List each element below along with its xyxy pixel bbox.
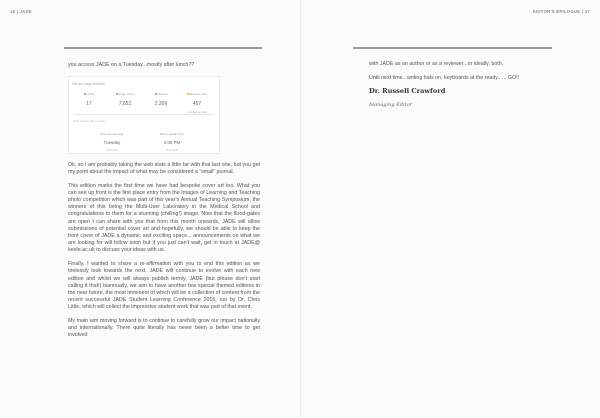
- intro-paragraph: you access JADE on a Tuesday...mostly after lunch??: [68, 62, 195, 68]
- running-header-right: EDITOR'S EPILOGUE | 17: [532, 9, 590, 14]
- running-header-left: 16 | JADE: [10, 9, 33, 14]
- body-paragraph: Finally, I wanted to share a re-affirmation with you to end this edition as we tirelessly look towards the next. JADE will continue to evolve with each new edition and whilst we will always publish termly, JADE (but please don’t start calling it that!) biannually, we aim to have another few special themed editions in the near future, the most imminent of which will be a collection of content from the recent successful JADE Student Learning Conference 2016, run by Dr. Chris Little, which will collect the impressive student work that was part of that event.: [68, 261, 260, 311]
- series-dot-icon: [187, 93, 189, 95]
- signature-name: Dr. Russell Crawford: [369, 87, 446, 96]
- stat-bounce-rate: Bounce rate 457 Average per day: [187, 91, 207, 115]
- stats-row: [73, 91, 215, 113]
- body-paragraph: My main aim moving forward is to continue to carefully grow our impact nationally and internationally. There quite literally has never been a better time to get involved: [68, 318, 260, 339]
- stats-caption-secondary: Most popular day of week: [73, 118, 105, 123]
- stat-popular-day: Most popular day Tuesday % of visits: [100, 131, 124, 153]
- body-paragraph: Until next time...writing hats on, keyboards at the ready...... GO!!: [369, 74, 520, 81]
- stat-visitors: Visitors 2,309: [154, 91, 168, 107]
- series-dot-icon: [84, 93, 86, 95]
- stat-visits: Visits 17: [73, 91, 105, 108]
- left-page-column: [68, 62, 260, 346]
- page-gutter: [300, 0, 301, 418]
- stats-divider: [73, 114, 215, 115]
- stat-page-views: Page views 7,652: [109, 91, 141, 108]
- stats-caption: Site and page statistics: [72, 81, 105, 86]
- right-page-column: [369, 61, 549, 116]
- web-stats-screenshot: [68, 76, 220, 154]
- body-paragraph: This edition marks the first time we have had bespoke cover art too. What you can see up front is the first place entry from the Images of Learning and Teaching photo competition which was part of this year’s Annual Teaching Symposium, the winners of this being the Multi-User Laboratory in the Medical School and congratulations to them for a stunning (chilling!) image. Now that the flood-gates are open I can share with you that from this month onwards, JADE will allow submissions of potential cover art and hopefully, we should be able to keep the front cover of JADE a dynamic and exciting space... announcements on what we are looking for will follow soon but if you just can’t wait, get in touch at JADE@ keele.ac.uk to discuss your ideas with us.: [68, 182, 260, 254]
- signature-role: Managing Editor: [369, 102, 412, 109]
- right-page-rule: [353, 47, 552, 49]
- series-dot-icon: [155, 93, 157, 95]
- series-dot-icon: [116, 93, 118, 95]
- stat-popular-hour: Most popular hour 2:00 PM % of visits: [159, 131, 185, 153]
- body-paragraph: Ok, so I am probably taking the web stats a little far with that last one, but you get my point about the impact of what may be considered a “small” journal.: [68, 161, 260, 175]
- body-paragraph: with JADE as an author or as a reviewer...or ideally, both.: [369, 61, 504, 67]
- left-page-rule: [64, 47, 262, 49]
